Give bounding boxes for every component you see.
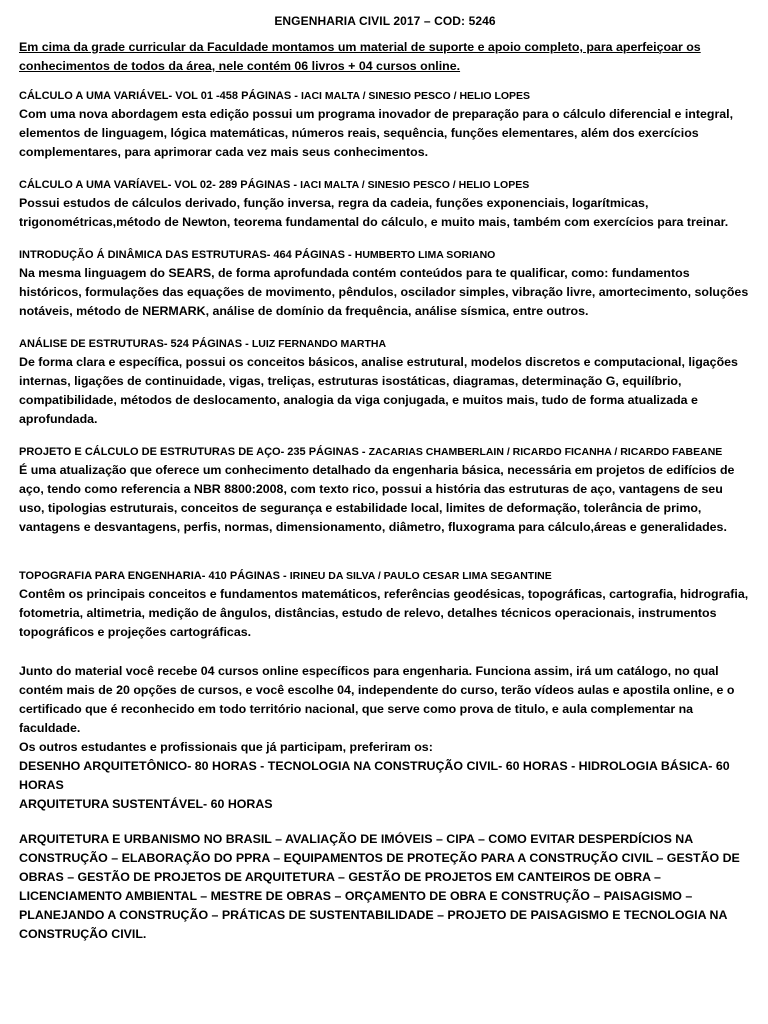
- courses-catalog: ARQUITETURA E URBANISMO NO BRASIL – AVALIAÇÃO DE IMÓVEIS – CIPA – COMO EVITAR DESPERDÍCIOS NA CONSTRUÇÃO – ELABORAÇÃO DO PPRA – EQUIPAMENTOS DE PROTEÇÃO PARA A CONSTRUÇÃO CIVIL – GESTÃO DE OBRAS – GESTÃO DE PROJETOS DE ARQUITETURA – GESTÃO DE PROJETOS EM CANTEIROS DE OBRA – LICENCIAMENTO AMBIENTAL – MESTRE DE OBRAS – ORÇAMENTO DE OBRA E CONSTRUÇÃO – PAISAGISMO – PLANEJANDO A CONSTRUÇÃO – PRÁTICAS DE SUSTENTABILIDADE – PROJETO DE PAISAGISMO E TECNOLOGIA NA CONSTRUÇÃO CIVIL.: [19, 832, 740, 941]
- book-description: Possui estudos de cálculos derivado, função inversa, regra da cadeia, funções exponenciais, logarítmicas, trigonométricas,método de Newton, teorema fundamental do cálculo, e muito mais, também com exercícios para treinar.: [19, 196, 729, 229]
- book-section: [19, 89, 751, 162]
- book-heading: [19, 337, 751, 351]
- book-heading: [19, 445, 751, 459]
- book-authors: IRINEU DA SILVA / PAULO CESAR LIMA SEGANTINE: [289, 570, 552, 582]
- book-section: [19, 445, 751, 537]
- book-heading: [19, 569, 751, 583]
- document-page: [19, 14, 751, 944]
- intro-paragraph: Em cima da grade curricular da Faculdade montamos um material de suporte e apoio completo, para aperfeiçoar os conhecimentos de todos da área, nele contém 06 livros + 04 cursos online.: [19, 40, 701, 73]
- courses-preferred-line: DESENHO ARQUITETÔNICO- 80 HORAS - TECNOLOGIA NA CONSTRUÇÃO CIVIL- 60 HORAS - HIDROLOGIA BÁSICA- 60 HORAS: [19, 759, 730, 792]
- book-authors: HUMBERTO LIMA SORIANO: [354, 249, 496, 261]
- book-title: INTRODUÇÃO Á DINÂMICA DAS ESTRUTURAS- 464 PÁGINAS -: [19, 249, 355, 261]
- book-title: CÁLCULO A UMA VARÍAVEL- VOL 02- 289 PÁGINAS -: [19, 179, 301, 191]
- book-authors: IACI MALTA / SINESIO PESCO / HELIO LOPES: [300, 179, 530, 191]
- book-section: [19, 337, 751, 429]
- book-heading: [19, 248, 751, 262]
- courses-preferred-intro: Os outros estudantes e profissionais que já participam, preferiram os:: [19, 740, 433, 754]
- book-section: [19, 569, 751, 642]
- book-description: É uma atualização que oferece um conhecimento detalhado da engenharia básica, necessária em projetos de edifícios de aço, tendo como referencia a NBR 8800:2008, com texto rico, possui a história das estruturas de aço, vantagens de seu uso, tipologias estruturais, conceitos de segurança e estabilidade local, limites de deformação, tolerância de primo, vantagens e desvantagens, perfis, normas, dimensionamento, diâmetro, fluxograma para cálculo,áreas e generalidades.: [19, 463, 735, 534]
- book-description: Contêm os principais conceitos e fundamentos matemáticos, referências geodésicas, topográficas, cartografia, hidrografia, fotometria, altimetria, medição de ângulos, distâncias, estudo de relevo, detalhes técnicos operacionais, instrumentos topográficos e projeções cartográficas.: [19, 587, 749, 639]
- book-authors: IACI MALTA / SINESIO PESCO / HELIO LOPES: [300, 90, 531, 102]
- document-title: ENGENHARIA CIVIL 2017 – COD: 5246: [274, 14, 496, 28]
- courses-preferred-line: ARQUITETURA SUSTENTÁVEL- 60 HORAS: [19, 797, 273, 811]
- book-section: [19, 248, 751, 321]
- book-heading: [19, 89, 751, 103]
- book-description: Com uma nova abordagem esta edição possui um programa inovador de preparação para o cálculo diferencial e integral, elementos de linguagem, lógica matemáticas, números reais, sequência, funções elementares, além dos exercícios complementares, para aprimorar cada vez mais seus conhecimentos.: [19, 107, 734, 159]
- book-title: TOPOGRAFIA PARA ENGENHARIA- 410 PÁGINAS -: [19, 570, 290, 582]
- courses-section: [19, 662, 751, 814]
- book-title: CÁLCULO A UMA VARIÁVEL- VOL 01 -458 PÁGINAS -: [19, 90, 301, 102]
- book-title: ANÁLISE DE ESTRUTURAS- 524 PÁGINAS -: [19, 338, 252, 350]
- book-section: [19, 178, 751, 232]
- book-description: De forma clara e específica, possui os conceitos básicos, analise estrutural, modelos discretos e computacional, ligações internas, ligações de continuidade, vigas, treliças, estruturas isostáticas, diagramas, determinação G, equilíbrio, compatibilidade, métodos de deslocamento, analogia da viga conjugada, e muitos mais, tudo de forma atualizada e aprofundada.: [19, 355, 738, 426]
- book-authors: ZACARIAS CHAMBERLAIN / RICARDO FICANHA / RICARDO FABEANE: [368, 446, 723, 458]
- courses-intro: Junto do material você recebe 04 cursos online específicos para engenharia. Funciona assim, irá um catálogo, no qual contém mais de 20 opções de cursos, e você escolhe 04, independente do curso, terão vídeos aulas e apostila online, e o certificado que é reconhecido em todo território nacional, que serve como prova de titulo, e aula complementar na faculdade.: [19, 664, 735, 735]
- book-title: PROJETO E CÁLCULO DE ESTRUTURAS DE AÇO- 235 PÁGINAS -: [19, 446, 369, 458]
- book-heading: [19, 178, 751, 192]
- book-authors: LUIZ FERNANDO MARTHA: [251, 338, 387, 350]
- book-description: Na mesma linguagem do SEARS, de forma aprofundada contém conteúdos para te qualificar, como: fundamentos históricos, formulações das equações de movimento, pêndulos, oscilador simples, vibração livre, amortecimento, soluções notáveis, método de NERMARK, análise de domínio da frequência, análise sísmica, entre outros.: [19, 266, 749, 318]
